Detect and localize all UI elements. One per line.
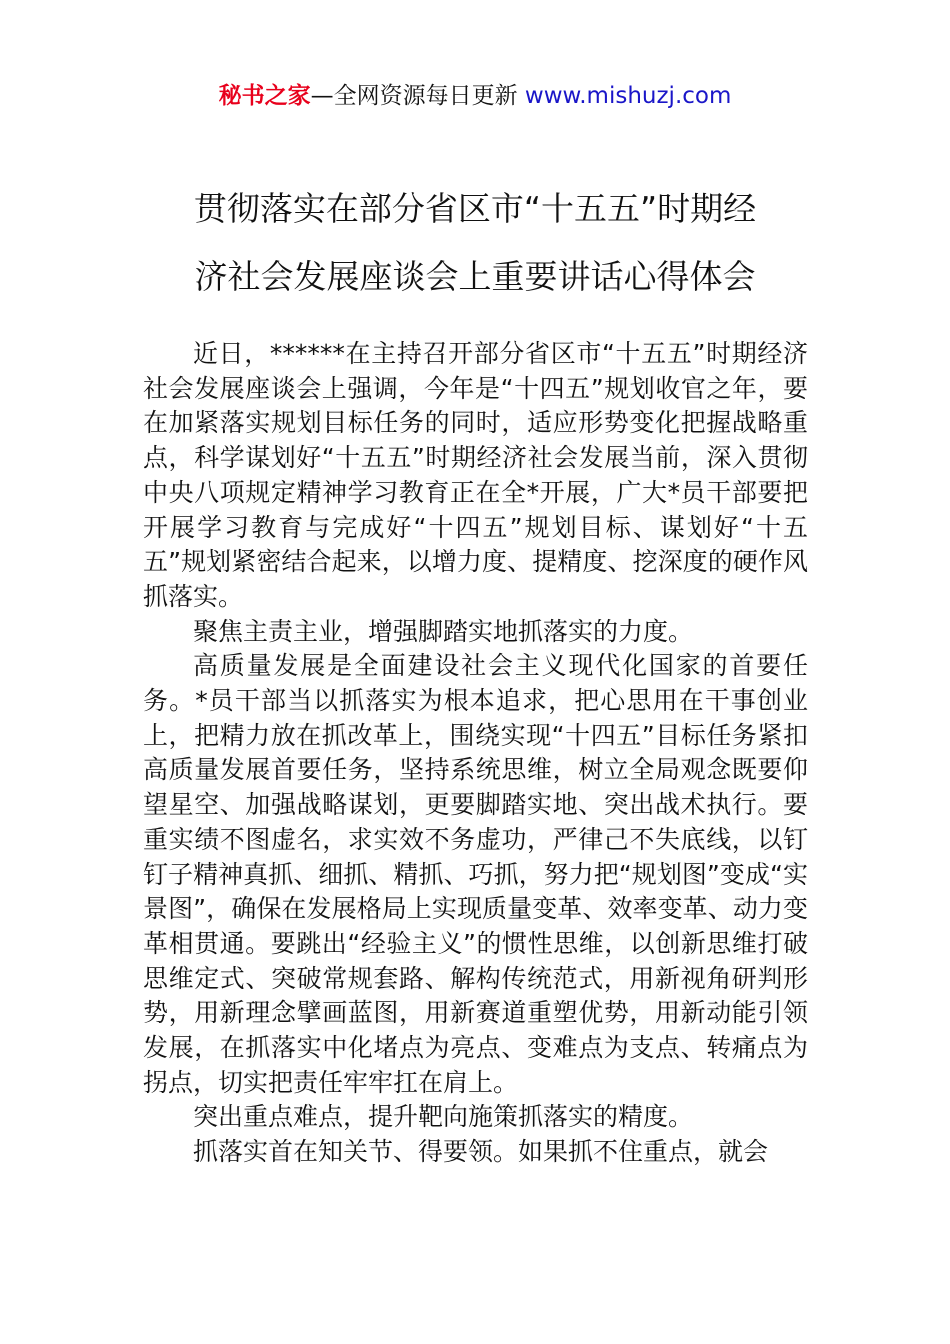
site-header-banner [0, 80, 950, 112]
site-brand: 秘书之家 [218, 83, 311, 109]
document-title [0, 175, 950, 311]
section-heading: 聚焦主责主业，增强脚踏实地抓落实的力度。 [193, 616, 694, 646]
section-heading: 突出重点难点，提升靶向施策抓落实的精度。 [193, 1102, 694, 1132]
document-body [143, 337, 808, 1170]
title-line-1: 贯彻落实在部分省区市“十五五”时期经 [193, 189, 757, 228]
body-paragraph: 抓落实首在知关节、得要领。如果抓不住重点，就会 [193, 1137, 769, 1167]
body-paragraph: 高质量发展是全面建设社会主义现代化国家的首要任务。*员干部当以抓落实为根本追求，把心思用在干事创业上，把精力放在抓改革上，围绕实现“十四五”目标任务紧扣高质量发展首要任务，坚持系统思维，树立全局观念既要仰望星空、加强战略谋划，更要脚踏实地、突出战术执行。要重实绩不图虚名，求实效不务虚功，严律己不失底线，以钉钉子精神真抓、细抓、精抓、巧抓，努力把“规划图”变成“实景图”，确保在发展格局上实现质量变革、效率变革、动力变革相贯通。要跳出“经验主义”的惯性思维，以创新思维打破思维定式、突破常规套路、解构传统范式，用新视角研判形势，用新理念擘画蓝图，用新赛道重塑优势，用新动能引领发展，在抓落实中化堵点为亮点、变难点为支点、转痛点为拐点，切实把责任牢牢扛在肩上。 [143, 651, 808, 1097]
site-tagline: —全网资源每日更新 [310, 83, 525, 109]
site-url-link[interactable]: www.mishuzj.com [524, 83, 732, 109]
title-line-2: 济社会发展座谈会上重要讲话心得体会 [194, 257, 756, 296]
body-paragraph: 近日，******在主持召开部分省区市“十五五”时期经济社会发展座谈会上强调，今年是“十四五”规划收官之年，要在加紧落实规划目标任务的同时，适应形势变化把握战略重点，科学谋划好“十五五”时期经济社会发展当前，深入贯彻中央八项规定精神学习教育正在全*开展，广大*员干部要把开展学习教育与完成好“十四五”规划目标、谋划好“十五五”规划紧密结合起来，以增力度、提精度、挖深度的硬作风抓落实。 [143, 339, 808, 611]
